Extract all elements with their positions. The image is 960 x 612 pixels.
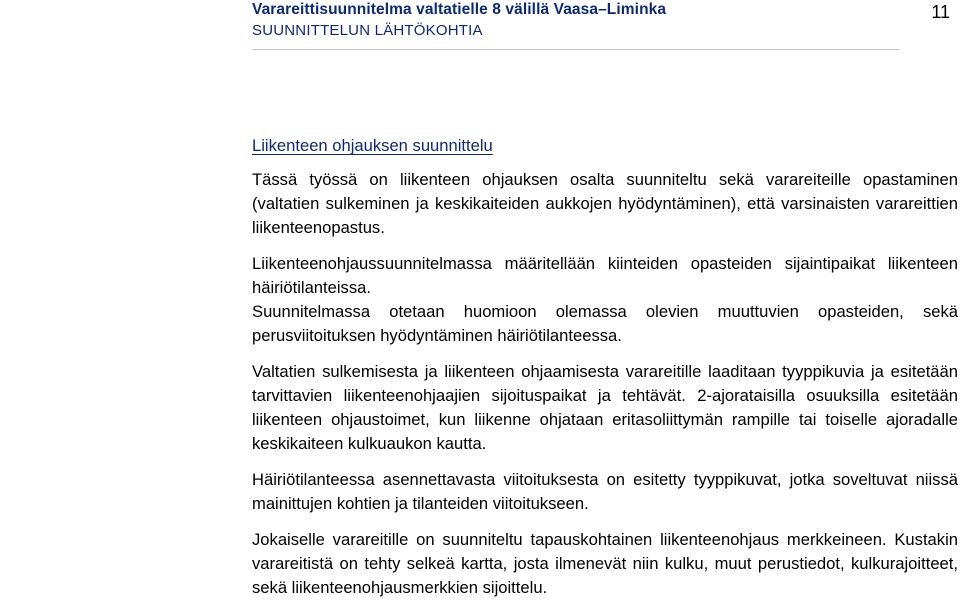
paragraph-fixed-signs: Liikenteenohjaussuunnitelmassa määritellään kiinteiden opasteiden sijaintipaikat liikenteen häiriötilanteissa.: [252, 254, 958, 297]
paragraph-variable-signs: Suunnitelmassa otetaan huomioon olemassa olevien muuttuvien opasteiden, sekä perusviitoituksen hyödyntäminen häiriötilanteessa.: [252, 302, 958, 345]
section-body: [252, 134, 958, 612]
document-title: Varareittisuunnitelma valtatielle 8 välillä Vaasa–Liminka: [252, 1, 667, 18]
paragraph-closure-plans: Valtatien sulkemisesta ja liikenteen ohjaamisesta varareitille laaditaan tyyppikuvia ja esitetään tarvittavien liikenteenohjaajien sijoituspaikat ja tehtävät. 2-ajorataisilla osuuksilla esitetään liikenteen ohjaustoimet, kun liikenne ohjataan eritasoliittymän rampille tai toiselle ajoradalle keskikaiteen kulkuaukon kautta.: [252, 362, 958, 453]
paragraph-signage: Häiriötilanteessa asennettavasta viitoituksesta on esitetty tyyppikuvat, jotka soveltuvat niissä mainittujen kohtien ja tilanteiden viitoitukseen.: [252, 470, 958, 513]
document-subtitle: SUUNNITTELUN LÄHTÖKOHTIA: [252, 22, 483, 39]
section-heading: Liikenteen ohjauksen suunnittelu: [252, 136, 493, 155]
paragraph-intro: Tässä työssä on liikenteen ohjauksen osalta suunniteltu sekä varareiteille opastaminen (valtatien sulkeminen ja keskikaiteiden aukkojen hyödyntäminen), että varsinaisten varareittien liikenteenopastus.: [252, 170, 958, 237]
page-header: [252, 0, 960, 50]
paragraph-route-maps: Jokaiselle varareitille on suunniteltu tapauskohtainen liikenteenohjaus merkkeineen. Kustakin varareitistä on tehty selkeä kartta, josta ilmenevät niin kulku, muut perustiedot, kulkurajoitteet, sekä liikenteenohjausmerkkien sijoittelu.: [252, 530, 958, 597]
header-divider: [252, 49, 900, 50]
page-number: 11: [931, 2, 950, 22]
